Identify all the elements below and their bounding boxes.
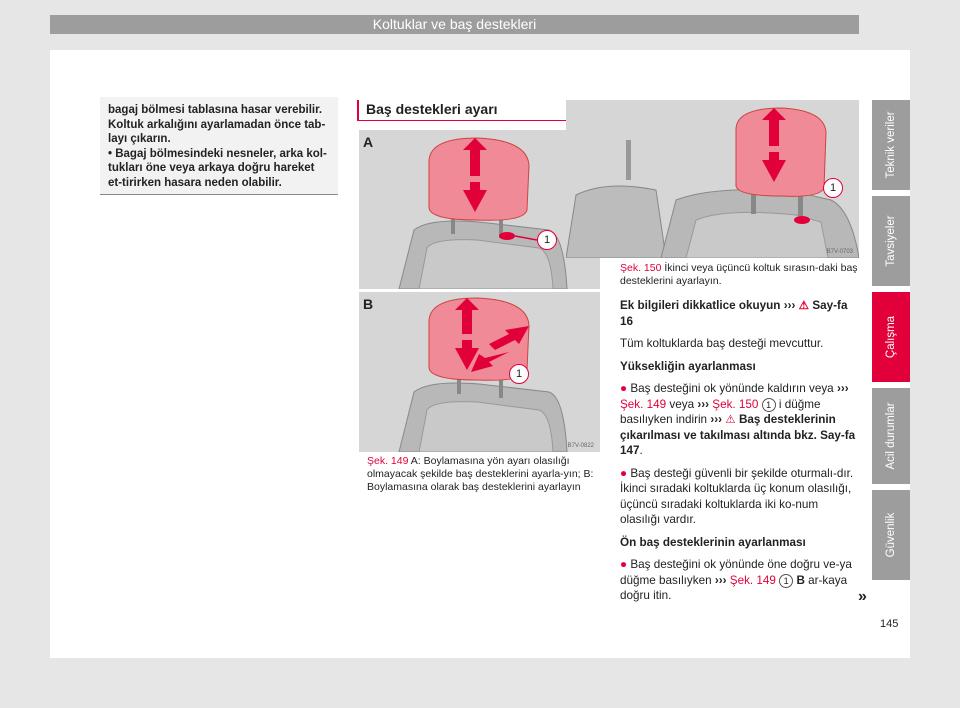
bullet-2: ● Baş desteği güvenli bir şekilde oturmalı-dır. İkinci sıradaki koltuklarda üç konum olasılığı, üçüncü sıradaki koltuklarda iki ko-num olasılığı vardır. (620, 466, 854, 526)
headrest-b-illustration (359, 292, 600, 452)
number-badge-b: 1 (779, 574, 793, 588)
tab-acil-durumlar[interactable]: Acil durumlar (872, 388, 910, 484)
caption-149 (367, 455, 597, 494)
page-header: Koltuklar ve baş destekleri (50, 15, 859, 34)
figure-label-b: B (363, 296, 374, 312)
callout-1-b: 1 (509, 364, 529, 384)
warning-text-1: bagaj bölmesi tablasına hasar verebilir. Koltuk arkalığını ayarlamadan önce tab-layı çıkarın. (108, 104, 326, 145)
link-arrows[interactable]: ››› (783, 299, 796, 312)
headrest-a-illustration (359, 130, 600, 289)
tab-teknik-veriler[interactable]: Teknik veriler (872, 100, 910, 190)
rear-headrest-illustration (566, 100, 859, 258)
figure-label-a: A (363, 134, 374, 150)
tab-tavsiyeler[interactable]: Tavsiyeler (872, 196, 910, 286)
read-more: Ek bilgileri dikkatlice okuyun ››› ⚠ Say-fa 16 (620, 299, 848, 328)
caption-149-ref: Şek. 149 (367, 455, 409, 467)
bullet-1: ● Baş desteğini ok yönünde kaldırın veya ››› Şek. 149 veya ››› Şek. 150 1 i düğme basılıyken indirin ››› ⚠ Baş desteklerinin çıkarılması ve takılması altında bkz. Say-fa 147. (620, 382, 856, 457)
figure-149-b (359, 292, 600, 452)
callout-1-150: 1 (823, 178, 843, 198)
warning-text-2: Bagaj bölmesindeki nesneler, arka kol-tukları öne veya arkaya doğru hareket et-tirirken hasara neden olabilir. (108, 147, 327, 189)
ref-149[interactable]: Şek. 149 (620, 397, 667, 411)
ref-149-b[interactable]: Şek. 149 (729, 573, 776, 587)
heading-front: Ön baş desteklerinin ayarlanması (620, 535, 806, 549)
caption-150 (620, 262, 860, 288)
caption-150-text: İkinci veya üçüncü koltuk sırasın-daki baş desteklerini ayarlayın. (620, 262, 858, 287)
figure-code-150: B7V-0703 (826, 249, 853, 255)
page-number: 145 (880, 618, 899, 630)
title-rule (357, 120, 601, 121)
page-link[interactable]: Say-fa 16 (620, 299, 848, 328)
figure-150 (566, 100, 859, 258)
info-icon: ⚠ (798, 299, 810, 312)
heading-height: Yüksekliğin ayarlanması (620, 359, 756, 373)
continue-mark: » (858, 588, 867, 605)
tab-calisma[interactable]: Çalışma (872, 292, 910, 382)
ref-150[interactable]: Şek. 150 (712, 397, 759, 411)
warning-link[interactable]: Baş desteklerinin çıkarılması ve takılması altında bkz. Say-fa 147 (620, 413, 856, 457)
caption-150-ref: Şek. 150 (620, 262, 662, 274)
callout-1-a: 1 (537, 230, 557, 250)
number-badge: 1 (762, 398, 776, 412)
warning-icon: ⚠ (725, 413, 736, 426)
section-title: Baş destekleri ayarı (366, 101, 498, 117)
warning-box (100, 97, 338, 195)
bullet-3: ● Baş desteğini ok yönünde öne doğru ve-ya düğme basılıyken ››› Şek. 149 1 B ar-kaya doğru itin. (620, 558, 852, 602)
intro-text: Tüm koltuklarda baş desteği mevcuttur. (620, 337, 824, 350)
figure-code-149: B7V-0822 (567, 443, 594, 449)
body-text (620, 298, 860, 611)
tab-guvenlik[interactable]: Güvenlik (872, 490, 910, 580)
caption-149-text: A: Boylamasına yön ayarı olasılığı olmayacak şekilde baş desteklerini ayarla-yın; B: Boylamasına olarak baş desteklerini ayarlayın (367, 455, 594, 493)
title-accent (357, 100, 359, 120)
figure-149-a (359, 130, 600, 289)
bullet: • (108, 147, 113, 160)
